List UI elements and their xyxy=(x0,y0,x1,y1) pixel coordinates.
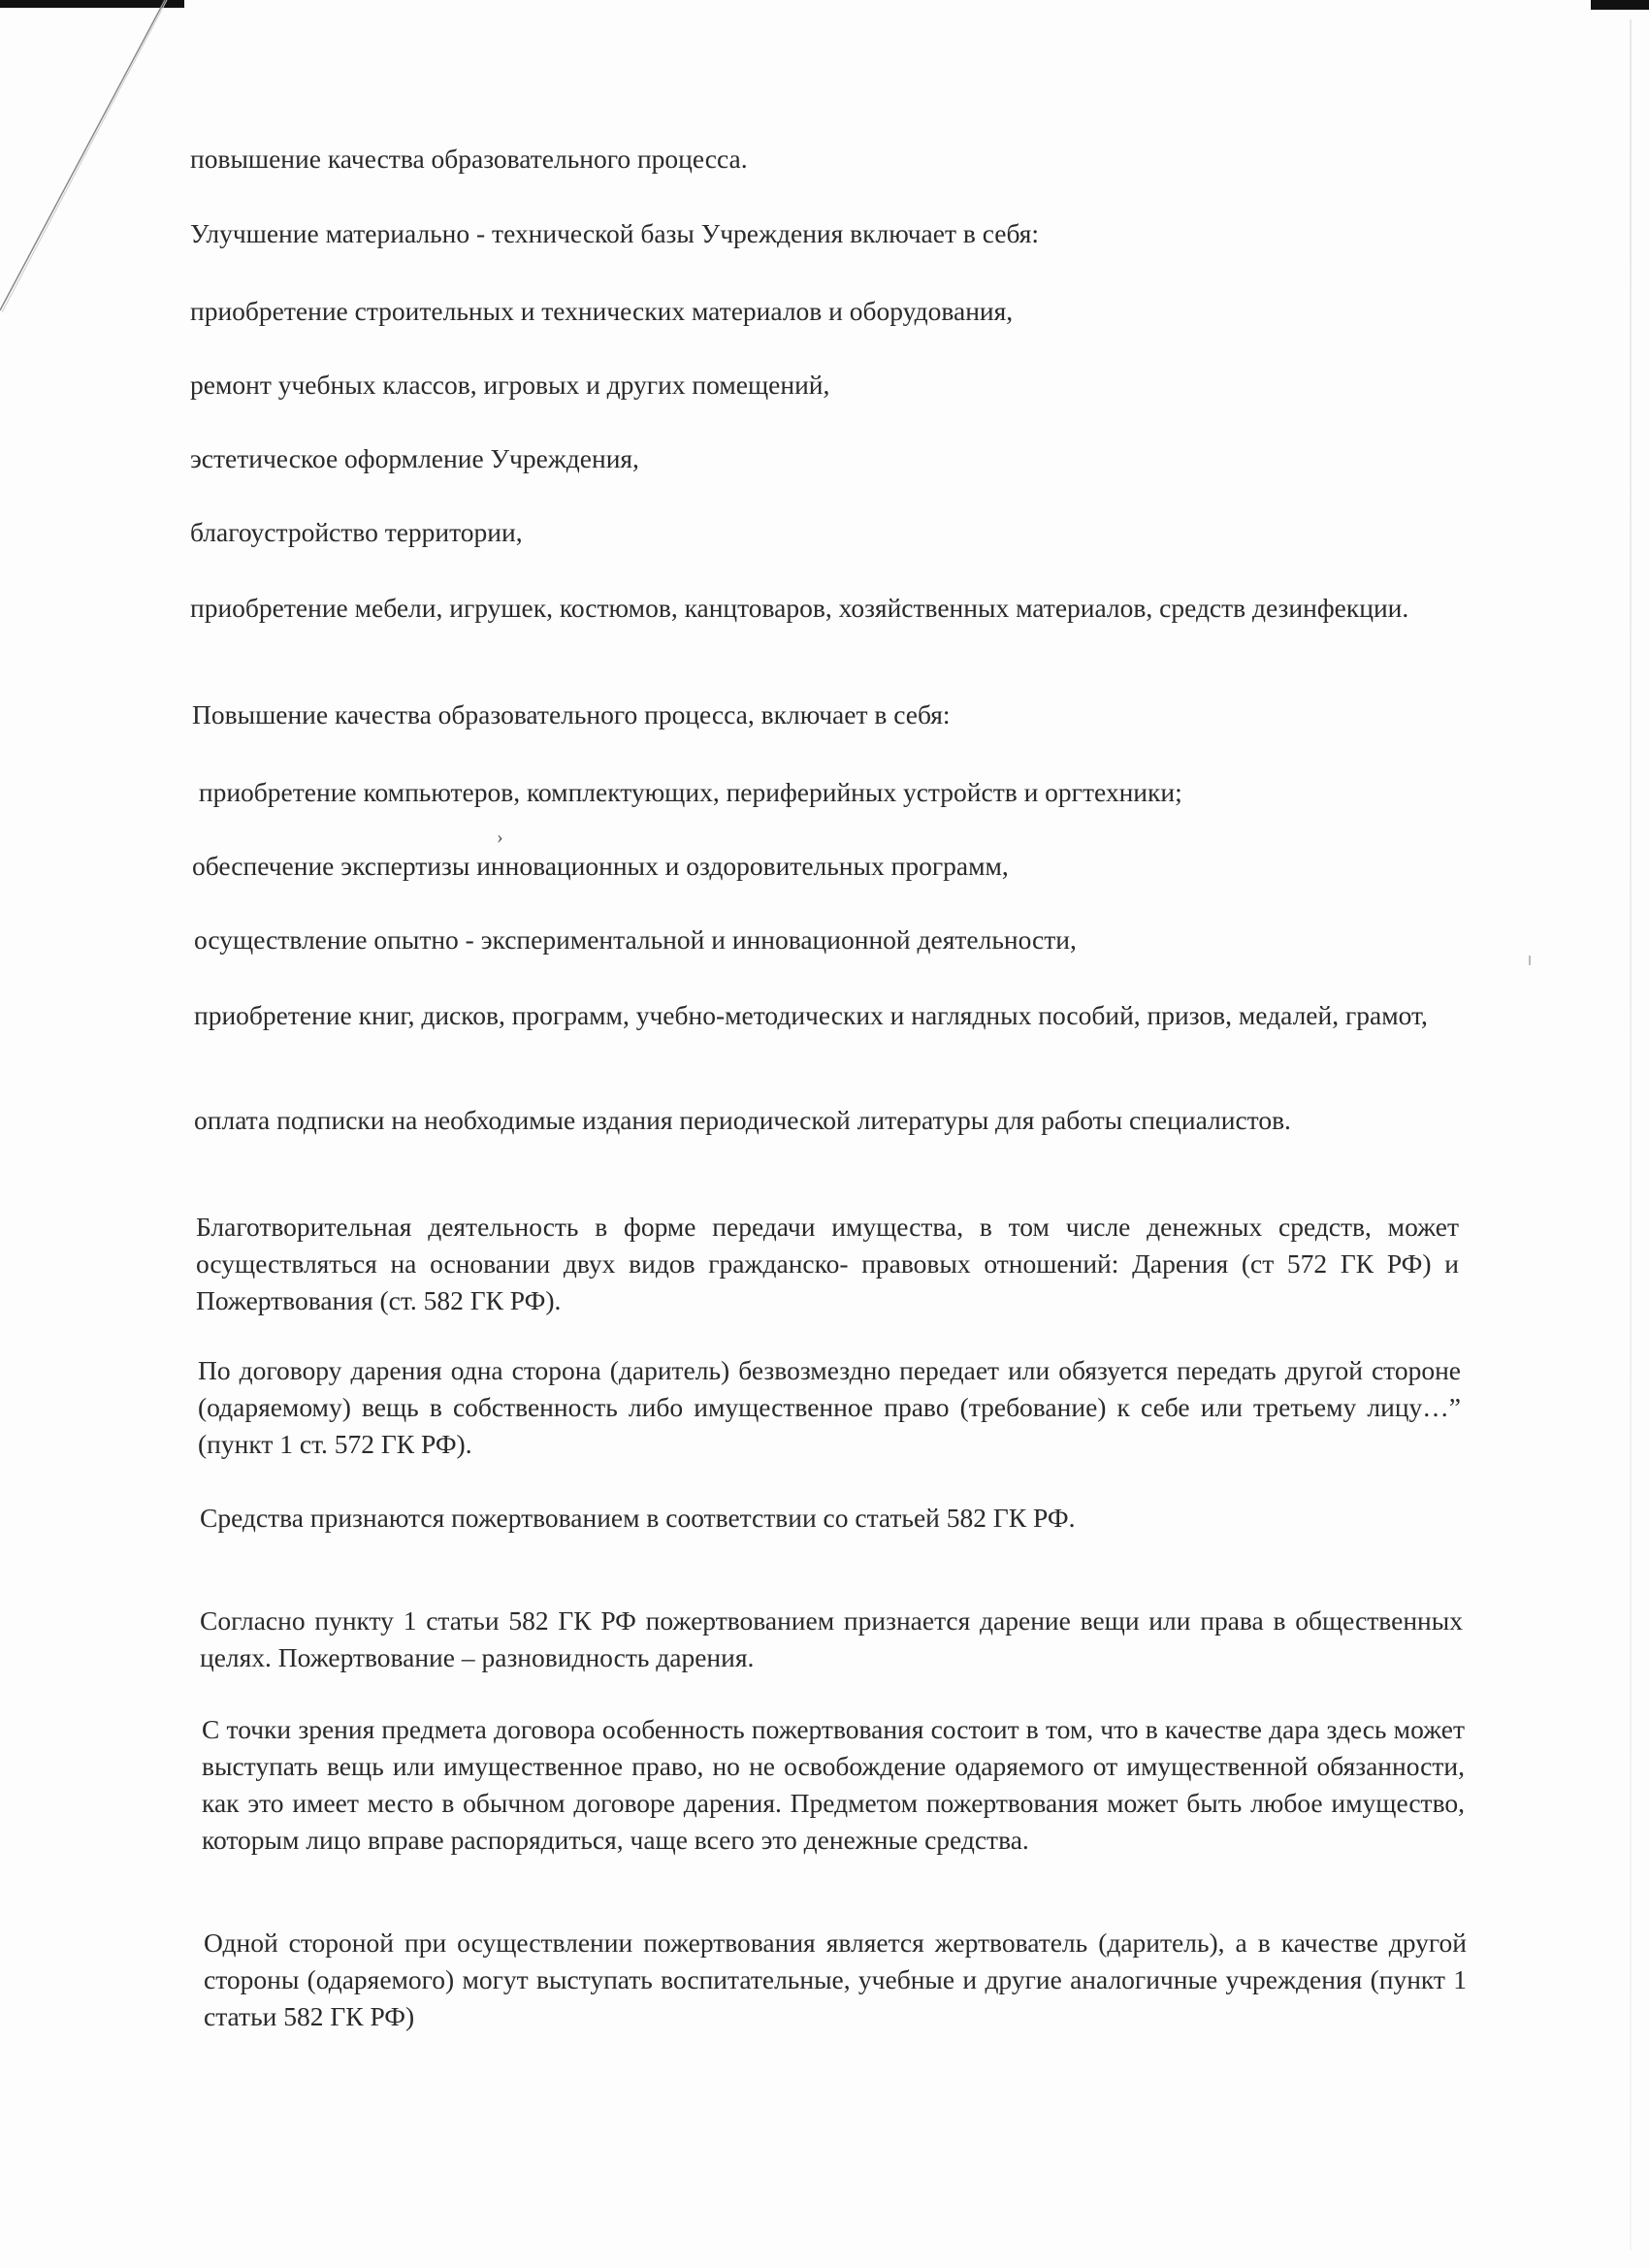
scan-artifact-corner-right xyxy=(1591,0,1649,10)
stray-mark: › xyxy=(497,826,503,848)
paragraph: С точки зрения предмета договора особенность пожертвования состоит в том, что в качестве дара здесь может выступать вещь или имущественное право, но не освобождение одаряемого от имущественной обязанности, как это имеет место в обычном договоре дарения. Предметом пожертвования может быть любое имущество, которым лицо вправе распорядиться, чаще всего это денежные средства. xyxy=(202,1714,1465,1855)
paragraph: повышение качества образовательного процесса. xyxy=(190,144,748,174)
paragraph: оплата подписки на необходимые издания периодической литературы для работы специалистов. xyxy=(194,1105,1291,1135)
paragraph: Повышение качества образовательного процесса, включает в себя: xyxy=(192,699,951,729)
paragraph: Благотворительная деятельность в форме передачи имущества, в том числе денежных средств, может осуществляться на основании двух видов гражданско- правовых отношений: Дарения (ст 572 ГК РФ) и Пожертвования (ст. 582 ГК РФ). xyxy=(196,1212,1459,1315)
stray-dot xyxy=(1529,956,1531,965)
paragraph: благоустройство территории, xyxy=(190,517,523,547)
paragraph: Улучшение материально - технической базы Учреждения включает в себя: xyxy=(190,218,1040,248)
paragraph: По договору дарения одна сторона (даритель) безвозмездно передает или обязуется передать другой стороне (одаряемому) вещь в собственность либо имущественное право (требование) к себе или третьему лицу…” (пункт 1 ст. 572 ГК РФ). xyxy=(198,1355,1461,1459)
paragraph: осуществление опытно - экспериментальной и инновационной деятельности, xyxy=(194,924,1077,955)
paragraph: приобретение компьютеров, комплектующих, периферийных устройств и оргтехники; xyxy=(192,777,1182,807)
paragraph: приобретение книг, дисков, программ, учебно-методических и наглядных пособий, призов, медалей, грамот, xyxy=(194,1000,1428,1030)
paragraph: ремонт учебных классов, игровых и других помещений, xyxy=(190,370,830,400)
paragraph: обеспечение экспертизы инновационных и оздоровительных программ, xyxy=(192,851,1009,881)
paragraph: приобретение строительных и технических материалов и оборудования, xyxy=(190,296,1014,326)
paragraph: приобретение мебели, игрушек, костюмов, канцтоваров, хозяйственных материалов, средств дезинфекции. xyxy=(190,593,1409,623)
paragraph: Согласно пункту 1 статьи 582 ГК РФ пожертвованием признается дарение вещи или права в общественных целях. Пожертвование – разновидность дарения. xyxy=(200,1605,1463,1672)
paragraph: Одной стороной при осуществлении пожертвования является жертвователь (даритель), а в качестве другой стороны (одаряемого) могут выступать воспитательные, учебные и другие аналогичные учреждения (пункт 1 статьи 582 ГК РФ) xyxy=(204,1928,1467,2031)
scan-artifact-diagonal xyxy=(0,0,194,320)
scan-artifact-edge xyxy=(1630,19,1632,2251)
paragraph: Средства признаются пожертвованием в соответствии со статьей 582 ГК РФ. xyxy=(200,1503,1076,1533)
paragraph: эстетическое оформление Учреждения, xyxy=(190,443,639,473)
